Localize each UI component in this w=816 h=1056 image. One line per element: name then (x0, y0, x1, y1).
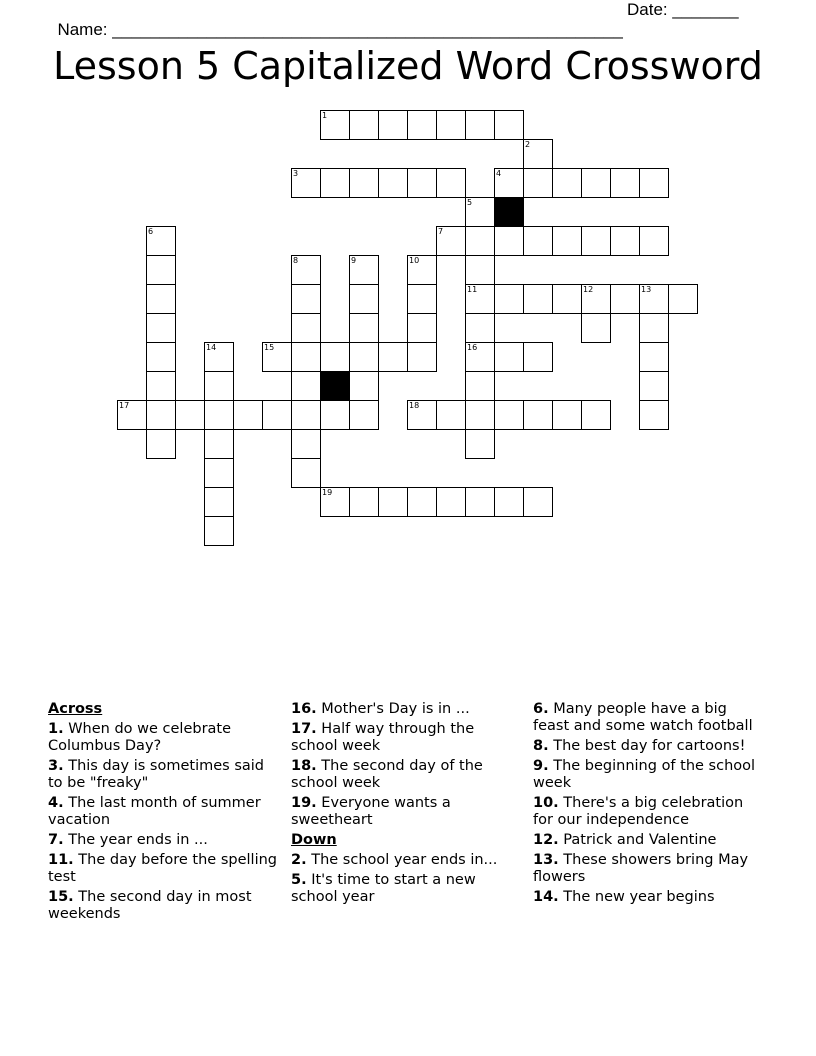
grid-cell[interactable] (378, 110, 408, 140)
grid-cell[interactable] (610, 226, 640, 256)
clue-across-4: 4. The last month of summer vacation (48, 795, 261, 828)
clue-down-14: 14. The new year begins (533, 889, 715, 905)
grid-cell[interactable] (639, 226, 669, 256)
grid-cell[interactable] (494, 342, 524, 372)
grid-cell[interactable] (349, 342, 379, 372)
cell-number: 6 (148, 227, 154, 236)
grid-cell[interactable] (407, 110, 437, 140)
grid-cell[interactable] (465, 226, 495, 256)
grid-cell[interactable] (639, 313, 669, 343)
cell-number: 5 (467, 198, 473, 207)
grid-cell[interactable] (581, 226, 611, 256)
cell-number: 18 (409, 401, 420, 410)
grid-cell[interactable] (146, 313, 176, 343)
grid-cell[interactable] (407, 168, 437, 198)
grid-cell[interactable] (494, 168, 524, 198)
grid-cell[interactable] (291, 255, 321, 285)
grid-cell[interactable] (639, 400, 669, 430)
grid-cell[interactable] (465, 255, 495, 285)
cell-number: 13 (641, 285, 652, 294)
black-cell (320, 371, 350, 401)
grid-cell[interactable] (204, 429, 234, 459)
grid-cell[interactable] (175, 400, 205, 430)
grid-cell[interactable] (610, 168, 640, 198)
grid-cell[interactable] (552, 168, 582, 198)
grid-cell[interactable] (523, 342, 553, 372)
cell-number: 3 (293, 169, 299, 178)
grid-cell[interactable] (436, 168, 466, 198)
crossword-grid (117, 110, 707, 550)
cell-number: 15 (264, 343, 275, 352)
grid-cell[interactable] (291, 313, 321, 343)
clue-down-2: 2. The school year ends in... (291, 852, 498, 868)
grid-cell[interactable] (291, 458, 321, 488)
grid-cell[interactable] (204, 458, 234, 488)
grid-cell[interactable] (349, 168, 379, 198)
cell-number: 14 (206, 343, 217, 352)
grid-cell[interactable] (581, 400, 611, 430)
grid-cell[interactable] (349, 371, 379, 401)
clue-across-11: 11. The day before the spelling test (48, 852, 277, 885)
grid-cell[interactable] (494, 226, 524, 256)
grid-cell[interactable] (378, 487, 408, 517)
cell-number: 19 (322, 488, 333, 497)
grid-cell[interactable] (291, 284, 321, 314)
grid-cell[interactable] (436, 400, 466, 430)
grid-cell[interactable] (552, 226, 582, 256)
grid-cell[interactable] (465, 313, 495, 343)
grid-cell[interactable] (146, 226, 176, 256)
grid-cell[interactable] (349, 487, 379, 517)
grid-cell[interactable] (349, 313, 379, 343)
grid-cell[interactable] (291, 168, 321, 198)
grid-cell[interactable] (523, 284, 553, 314)
grid-cell[interactable] (407, 400, 437, 430)
cell-number: 9 (351, 256, 357, 265)
grid-cell[interactable] (146, 371, 176, 401)
cell-number: 1 (322, 111, 328, 120)
clue-down-6: 6. Many people have a big feast and some watch football (533, 701, 753, 734)
grid-cell[interactable] (494, 110, 524, 140)
grid-cell[interactable] (349, 400, 379, 430)
grid-cell[interactable] (204, 516, 234, 546)
grid-cell[interactable] (262, 342, 292, 372)
grid-cell[interactable] (262, 400, 292, 430)
header-fields (48, 0, 748, 39)
grid-cell[interactable] (204, 400, 234, 430)
grid-cell[interactable] (523, 139, 553, 169)
clue-across-3: 3. This day is sometimes said to be "freaky" (48, 758, 264, 791)
clue-across-7: 7. The year ends in ... (48, 832, 208, 848)
clue-column-1 (48, 701, 280, 926)
grid-cell[interactable] (523, 226, 553, 256)
cell-number: 8 (293, 256, 299, 265)
date-field[interactable]: Date: _______ (627, 0, 739, 19)
grid-cell[interactable] (146, 342, 176, 372)
grid-cell[interactable] (436, 226, 466, 256)
grid-cell[interactable] (349, 284, 379, 314)
name-field[interactable]: Name: ______________________________________________________ (57, 20, 623, 39)
grid-cell[interactable] (465, 487, 495, 517)
grid-cell[interactable] (233, 400, 263, 430)
grid-cell[interactable] (117, 400, 147, 430)
grid-cell[interactable] (407, 284, 437, 314)
grid-cell[interactable] (465, 197, 495, 227)
clue-down-13: 13. These showers bring May flowers (533, 852, 749, 885)
black-cell (494, 197, 524, 227)
grid-cell[interactable] (291, 342, 321, 372)
grid-cell[interactable] (639, 168, 669, 198)
grid-cell[interactable] (552, 400, 582, 430)
grid-cell[interactable] (146, 284, 176, 314)
grid-cell[interactable] (639, 371, 669, 401)
cell-number: 10 (409, 256, 420, 265)
grid-cell[interactable] (349, 110, 379, 140)
clue-across-18: 18. The second day of the school week (291, 758, 483, 791)
grid-cell[interactable] (407, 313, 437, 343)
clue-down-5: 5. It's time to start a new school year (291, 872, 476, 905)
clue-across-17: 17. Half way through the school week (291, 721, 475, 754)
clue-across-16: 16. Mother's Day is in ... (291, 701, 470, 717)
grid-cell[interactable] (320, 342, 350, 372)
grid-cell[interactable] (494, 487, 524, 517)
grid-cell[interactable] (436, 487, 466, 517)
grid-cell[interactable] (146, 255, 176, 285)
grid-cell[interactable] (581, 168, 611, 198)
grid-cell[interactable] (465, 342, 495, 372)
grid-cell[interactable] (465, 429, 495, 459)
grid-cell[interactable] (639, 284, 669, 314)
grid-cell[interactable] (291, 400, 321, 430)
grid-cell[interactable] (465, 371, 495, 401)
grid-cell[interactable] (204, 487, 234, 517)
grid-cell[interactable] (465, 110, 495, 140)
cell-number: 16 (467, 343, 478, 352)
cell-number: 11 (467, 285, 478, 294)
grid-cell[interactable] (465, 284, 495, 314)
grid-cell[interactable] (610, 284, 640, 314)
grid-cell[interactable] (407, 342, 437, 372)
clue-across-19: 19. Everyone wants a sweetheart (291, 795, 451, 828)
cell-number: 17 (119, 401, 130, 410)
cell-number: 7 (438, 227, 444, 236)
grid-cell[interactable] (378, 342, 408, 372)
clue-column-2 (291, 701, 523, 909)
page-title: Lesson 5 Capitalized Word Crossword (53, 44, 763, 88)
grid-cell[interactable] (581, 313, 611, 343)
clue-across-1: 1. When do we celebrate Columbus Day? (48, 721, 232, 754)
grid-cell[interactable] (523, 487, 553, 517)
clue-across-15: 15. The second day in most weekends (48, 889, 252, 922)
clue-down-8: 8. The best day for cartoons! (533, 738, 746, 754)
clue-down-9: 9. The beginning of the school week (533, 758, 756, 791)
grid-cell[interactable] (465, 400, 495, 430)
grid-cell[interactable] (378, 168, 408, 198)
grid-cell[interactable] (291, 371, 321, 401)
grid-cell[interactable] (320, 400, 350, 430)
grid-cell[interactable] (204, 342, 234, 372)
grid-cell[interactable] (494, 400, 524, 430)
grid-cell[interactable] (436, 110, 466, 140)
grid-cell[interactable] (581, 284, 611, 314)
grid-cell[interactable] (320, 487, 350, 517)
grid-cell[interactable] (349, 255, 379, 285)
grid-cell[interactable] (204, 371, 234, 401)
clue-down-12: 12. Patrick and Valentine (533, 832, 717, 848)
grid-cell[interactable] (320, 110, 350, 140)
grid-cell[interactable] (552, 284, 582, 314)
clue-down-10: 10. There's a big celebration for our independence (533, 795, 744, 828)
grid-cell[interactable] (407, 255, 437, 285)
grid-cell[interactable] (639, 342, 669, 372)
grid-cell[interactable] (146, 400, 176, 430)
grid-cell[interactable] (407, 487, 437, 517)
cell-number: 12 (583, 285, 594, 294)
grid-cell[interactable] (523, 168, 553, 198)
grid-cell[interactable] (494, 284, 524, 314)
cell-number: 4 (496, 169, 502, 178)
cell-number: 2 (525, 140, 531, 149)
grid-cell[interactable] (523, 400, 553, 430)
grid-cell[interactable] (146, 429, 176, 459)
grid-cell[interactable] (291, 429, 321, 459)
clue-column-3 (533, 701, 765, 909)
across-heading: Across (48, 701, 103, 717)
down-heading: Down (291, 832, 337, 848)
grid-cell[interactable] (320, 168, 350, 198)
grid-cell[interactable] (668, 284, 698, 314)
